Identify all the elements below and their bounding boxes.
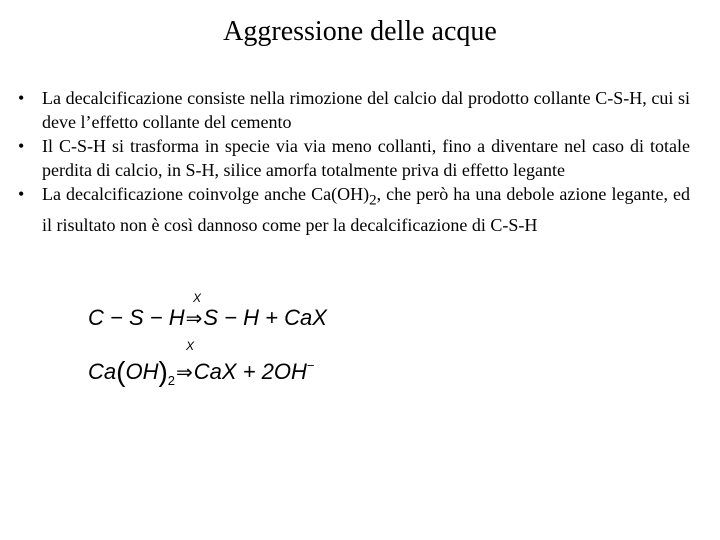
bullet-item-1	[18, 86, 690, 134]
equation-2-rhs: CaX + 2OH	[193, 359, 307, 384]
slide-title: Aggressione delle acque	[223, 16, 497, 47]
equations-block	[88, 290, 348, 390]
bullet-text-after: , che però ha una debole azione legante, ed il risultato non è così dannoso come per la decalcificazione di C-S-H	[42, 184, 690, 235]
equation-2-inner: OH	[125, 359, 159, 384]
implies-arrow-icon: ⇒	[176, 362, 193, 384]
bullet-text	[42, 184, 690, 235]
bullet-item-2	[18, 134, 690, 182]
bullet-item-3	[18, 182, 690, 237]
equation-1-lhs: C − S − H	[88, 305, 185, 330]
equation-2-paren-close: )	[158, 356, 168, 387]
bullet-list	[18, 86, 690, 237]
equation-2-lhs-start: Ca	[88, 359, 117, 384]
equation-1-over-arrow-label: X	[193, 291, 202, 305]
implies-arrow-icon: ⇒	[185, 308, 203, 330]
bullet-marker: •	[18, 136, 25, 156]
bullet-subscript: 2	[369, 192, 377, 209]
bullet-text-before: La decalcificazione coinvolge anche Ca(OH)	[42, 184, 370, 204]
equation-1	[88, 304, 327, 333]
bullet-marker: •	[18, 88, 25, 108]
equation-2-subscript: 2	[167, 373, 176, 388]
equation-2-paren-open: (	[116, 356, 126, 387]
bullet-text: La decalcificazione consiste nella rimozione del calcio dal prodotto collante C-S-H, cui si deve l’effetto collante del cemento	[42, 88, 690, 132]
bullet-text: Il C-S-H si trasforma in specie via via meno collanti, fino a diventare nel caso di totale perdita di calcio, in S-H, silice amorfa totalmente priva di effetto legante	[42, 136, 690, 180]
equation-2	[88, 352, 314, 395]
equation-2-over-arrow-label: X	[186, 339, 195, 353]
equation-1-rhs: S − H + CaX	[203, 305, 327, 330]
equation-2-superscript: −	[306, 358, 315, 373]
bullet-marker: •	[18, 184, 25, 204]
